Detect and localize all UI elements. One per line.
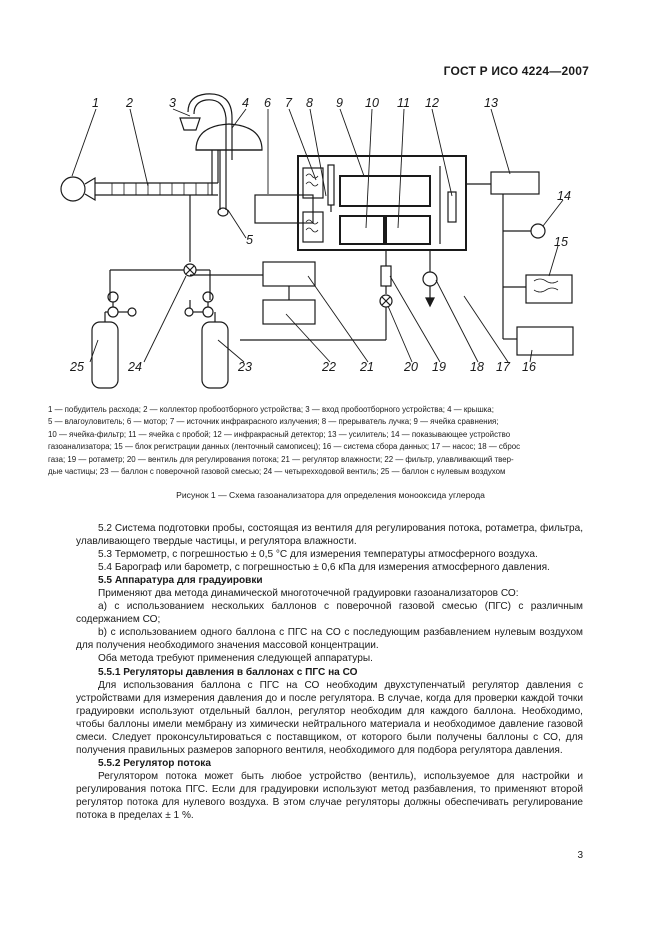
section-heading: 5.5.1 Регуляторы давления в баллонах с ПГС на СО xyxy=(98,666,358,678)
label-17: 17 xyxy=(496,360,510,374)
label-4: 4 xyxy=(242,96,249,110)
paragraph: Регулятором потока может быть любое устройство (вентиль), используемое для настройки и регулирования потока ПГС. Если для градуировки используют метод разбавления, то применяют второй регулятор потока для нулевого воздуха. В этом случае регуляторы должны обеспечивать регулирование потока в пределах ± 1 %. xyxy=(76,770,583,822)
label-15: 15 xyxy=(554,235,568,249)
paragraph: 5.2 Система подготовки пробы, состоящая из вентиля для регулирования потока, ротаметра, фильтра, улавливающего твердые частицы, и регулятора влажности. xyxy=(76,523,583,548)
section-heading: 5.5 Аппаратура для градуировки xyxy=(98,575,263,587)
paragraph: Применяют два метода динамической многоточечной градуировки газоанализаторов СО: xyxy=(98,588,519,600)
label-12: 12 xyxy=(425,96,439,110)
section-heading: 5.5.2 Регулятор потока xyxy=(98,757,211,769)
label-18: 18 xyxy=(470,360,484,374)
page-number: 3 xyxy=(577,850,583,861)
label-20: 20 xyxy=(404,360,418,374)
body-text xyxy=(76,522,583,822)
legend-line: газоанализатора; 15 — блок регистрации данных (ленточный самописец); 16 — система сбора данных; 17 — насос; 18 — сброс xyxy=(48,442,521,452)
label-11: 11 xyxy=(397,96,410,110)
label-22: 22 xyxy=(322,360,336,374)
paragraph: b) с использованием одного баллона с ПГС на СО с последующим разбавлением нулевым воздухом для получения необходимого значения массовой концентрации. xyxy=(76,627,583,652)
paragraph: Оба метода требуют применения следующей аппаратуры. xyxy=(98,653,373,665)
label-24: 24 xyxy=(128,360,142,374)
legend-line: 1 — побудитель расхода; 2 — коллектор пробоотборного устройства; 3 — вход пробоотборного устройства; 4 — крышка; xyxy=(48,405,494,414)
legend-line: 10 — ячейка-фильтр; 11 — ячейка с пробой; 12 — инфракрасный детектор; 13 — усилитель; 14 — показывающее устройство xyxy=(48,429,511,439)
label-5: 5 xyxy=(246,233,253,247)
label-1: 1 xyxy=(92,96,99,110)
label-25: 25 xyxy=(70,360,84,374)
legend-line: газа; 19 — ротаметр; 20 — вентиль для регулирования потока; 21 — регулятор влажности; 22 — фильтр, улавливающий твер- xyxy=(48,454,514,464)
label-8: 8 xyxy=(306,96,313,110)
label-16: 16 xyxy=(522,360,536,374)
label-6: 6 xyxy=(264,96,271,110)
gas-analyzer-schematic xyxy=(0,0,661,400)
label-10: 10 xyxy=(365,96,379,110)
legend-line: дые частицы; 23 — баллон с поверочной газовой смесью; 24 — четырехходовой вентиль; 25 — баллон с нулевым воздухом xyxy=(48,467,506,477)
label-9: 9 xyxy=(336,96,343,110)
label-23: 23 xyxy=(238,360,252,374)
label-13: 13 xyxy=(484,96,498,110)
paragraph: Для использования баллона с ПГС на СО необходим двухступенчатый регулятор давления с устройствами для измерения давления до и после регулятора. В случае, когда для проверки каждой точки градуировки используют отдельный баллон, регулятор необходим для каждого баллона. Необходимо, чтобы баллоны имели мембрану из химически нейтрального материала и необходимое давление газовой смеси. Следует проконсультироваться с поставщиком, от которого были получены баллоны с СО, для получения правильных размеров запорного вентиля, необходимого для подбора регулятора давления. xyxy=(76,679,583,756)
label-21: 21 xyxy=(360,360,374,374)
paragraph: 5.4 Барограф или барометр, с погрешностью ± 0,6 кПа для измерения атмосферного давления. xyxy=(98,562,550,574)
legend-line: 5 — влагоуловитель; 6 — мотор; 7 — источник инфракрасного излучения; 8 — прерыватель лучка; 9 — ячейка сравнения; xyxy=(48,417,499,427)
label-14: 14 xyxy=(557,189,571,203)
label-2: 2 xyxy=(126,96,133,110)
figure-legend xyxy=(48,404,583,478)
paragraph: 5.3 Термометр, с погрешностью ± 0,5 °С для измерения температуры атмосферного воздуха. xyxy=(98,549,538,561)
document-header: ГОСТ Р ИСО 4224—2007 xyxy=(443,64,589,78)
label-3: 3 xyxy=(169,96,176,110)
figure-caption: Рисунок 1 — Схема газоанализатора для определения монооксида углерода xyxy=(176,490,485,500)
label-7: 7 xyxy=(285,96,292,110)
label-19: 19 xyxy=(432,360,446,374)
paragraph: a) с использованием нескольких баллонов с поверочной газовой смесью (ПГС) с различным содержанием СО; xyxy=(76,601,583,626)
